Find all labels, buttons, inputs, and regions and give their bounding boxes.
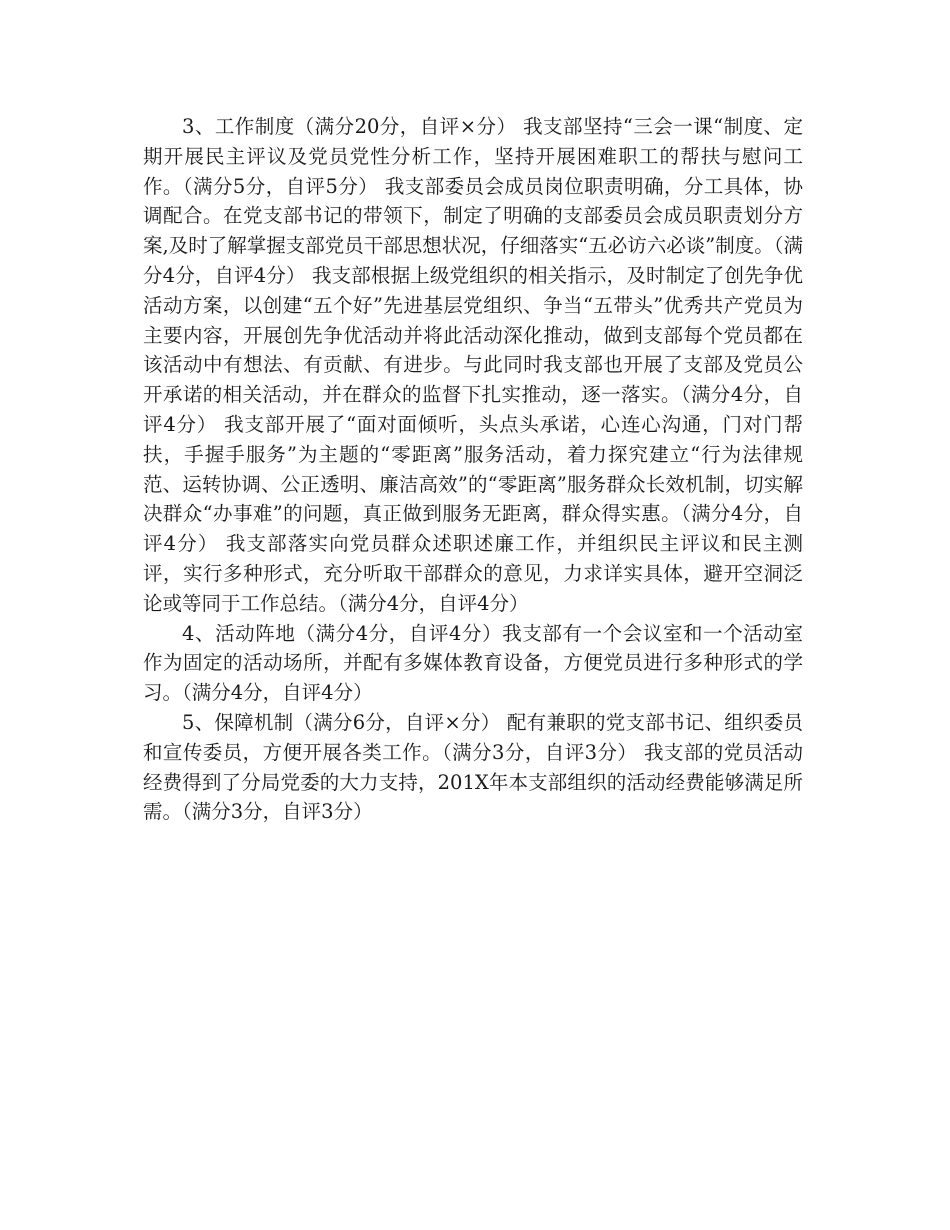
- document-page: [143, 112, 803, 827]
- paragraph-activity-venue: 4、活动阵地（满分4分，自评4分）我支部有一个会议室和一个活动室作为固定的活动场所，并配有多媒体教育设备，方便党员进行多种形式的学习。（满分4分，自评4分）: [143, 621, 803, 705]
- paragraph-guarantee-mechanism: 5、保障机制（满分6分，自评×分） 配有兼职的党支部书记、组织委员和宣传委员，方便开展各类工作。（满分3分，自评3分） 我支部的党员活动经费得到了分局党委的大力支持，201X年本支部组织的活动经费能够满足所需。（满分3分，自评3分）: [143, 710, 803, 824]
- paragraph-work-system: 3、工作制度（满分20分，自评×分） 我支部坚持“三会一课“制度、定期开展民主评议及党员党性分析工作，坚持开展困难职工的帮扶与慰问工作。（满分5分，自评5分） 我支部委员会成员岗位职责明确，分工具体，协调配合。在党支部书记的带领下，制定了明确的支部委员会成员职责划分方案,及时了解掌握支部党员干部思想状况，仔细落实“五必访六必谈”制度。（满分4分，自评4分） 我支部根据上级党组织的相关指示，及时制定了创先争优活动方案，以创建“五个好”先进基层党组织、争当“五带头”优秀共产党员为主要内容，开展创先争优活动并将此活动深化推动，做到支部每个党员都在该活动中有想法、有贡献、有进步。与此同时我支部也开展了支部及党员公开承诺的相关活动，并在群众的监督下扎实推动，逐一落实。（满分4分，自评4分） 我支部开展了“面对面倾听，头点头承诺，心连心沟通，门对门帮扶，手握手服务”为主题的“零距离”服务活动，着力探究建立“行为法律规范、运转协调、公正透明、廉洁高效”的“零距离”服务群众长效机制，切实解决群众“办事难”的问题，真正做到服务无距离，群众得实惠。（满分4分，自评4分） 我支部落实向党员群众述职述廉工作，并组织民主评议和民主测评，实行多种形式，充分听取干部群众的意见，力求详实具体，避开空洞泛论或等同于工作总结。（满分4分，自评4分）: [143, 115, 803, 615]
